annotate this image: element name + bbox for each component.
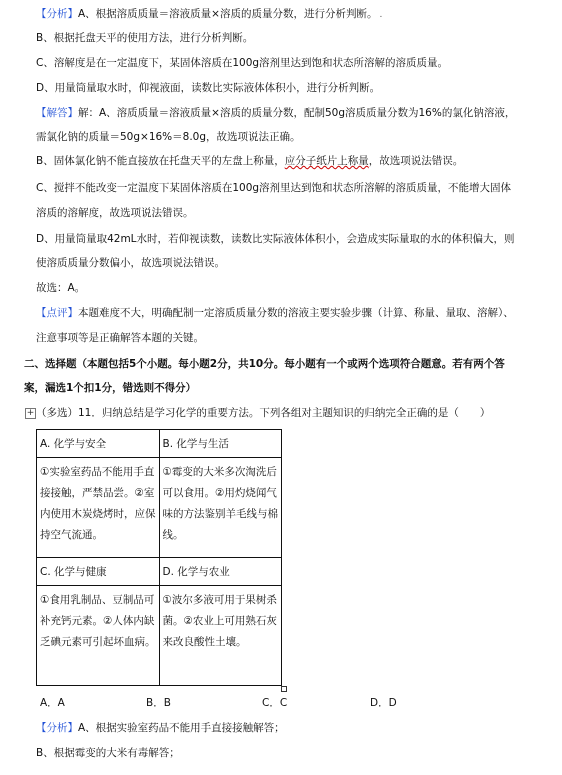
question-11-stem: （多选）11．归纳总结是学习化学的重要方法。下列各组对主题知识的归纳完全正确的是（ ） [36,407,491,419]
table-resize-handle[interactable] [281,686,287,692]
answer-tag: 【解答】 [36,107,78,119]
table-cell-d-head: D. 化学与农业 [159,558,282,586]
section-heading-line2: 案，漏选1个扣1分，错选则不得分） [24,382,197,394]
analysis-d: D、用量筒量取水时，仰视液面，读数比实际液体体积小，进行分析判断。 [36,82,381,94]
answer-d-line1: D、用量筒量取42mL水时，若仰视读数，读数比实际液体体积小，会造成实际量取的水的体积偏大，则 [36,233,515,245]
section-heading-line1: 二、选择题（本题包括5个小题。每小题2分，共10分。每小题有一个或两个选项符合题意。若有两个答 [24,358,505,370]
option-b: B．B [146,697,171,709]
analysis-a: 【分析】A、根据溶质质量＝溶液质量×溶质的质量分数，进行分析判断。 . [36,8,383,20]
answer-conclusion: 故选：A。 [36,282,86,294]
table-cell-a-head: A. 化学与安全 [37,430,160,458]
comment-line2: 注意事项等是正确解答本题的关键。 [36,332,204,344]
table-cell-d-body: ①波尔多液可用于果树杀菌。②农业上可用熟石灰来改良酸性土壤。 [159,586,282,686]
option-c: C．C [262,697,288,709]
analysis-c: C、溶解度是在一定温度下，某固体溶质在100g溶剂里达到饱和状态所溶解的溶质质量。 [36,57,449,69]
question-11-table [36,429,282,686]
answer-a-line1: 【解答】解：A、溶质质量＝溶液质量×溶质的质量分数，配制50g溶质质量分数为16%的氯化钠溶液， [36,107,516,119]
table-cell-b-body: ①霉变的大米多次淘洗后可以食用。②用灼烧闻气味的方法鉴别羊毛线与棉线。 [159,458,282,558]
analysis-b: B、根据托盘天平的使用方法，进行分析判断。 [36,32,254,44]
table-cell-b-head: B. 化学与生活 [159,430,282,458]
comment-line1: 【点评】本题难度不大，明确配制一定溶质质量分数的溶液主要实验步骤（计算、称量、量取、溶解）、 [36,307,514,319]
analysis2-a: 【分析】A、根据实验室药品不能用手直接接触解答； [36,722,285,734]
table-cell-a-body: ①实验室药品不能用手直接接触，严禁品尝。②室内使用木炭烧烤时，应保持空气流通。 [37,458,160,558]
option-a: A．A [40,697,65,709]
plus-cross-icon[interactable]: + [26,408,35,418]
option-d: D．D [370,697,397,709]
answer-b: B、固体氯化钠不能直接放在托盘天平的左盘上称量，应分子纸片上称量，故选项说法错误。 [36,155,464,167]
analysis2-b: B、根据霉变的大米有毒解答； [36,747,180,759]
comment-tag: 【点评】 [36,307,78,319]
analysis2-tag: 【分析】 [36,722,78,734]
answer-c-line1: C、搅拌不能改变一定温度下某固体溶质在100g溶剂里达到饱和状态所溶解的溶质质量，不能增大固体 [36,182,512,194]
analysis-tag: 【分析】 [36,8,78,20]
table-cell-c-body: ①食用乳制品、豆制品可补充钙元素。②人体内缺乏碘元素可引起坏血病。 [37,586,160,686]
answer-a-line2: 需氯化钠的质量＝50g×16%＝8.0g，故选项说法正确。 [36,131,301,143]
answer-d-line2: 使溶质质量分数偏小，故选项说法错误。 [36,257,225,269]
table-cell-c-head: C. 化学与健康 [37,558,160,586]
spellcheck-underline: 应分子纸片上称量 [284,155,369,167]
answer-c-line2: 溶质的溶解度，故选项说法错误。 [36,207,194,219]
